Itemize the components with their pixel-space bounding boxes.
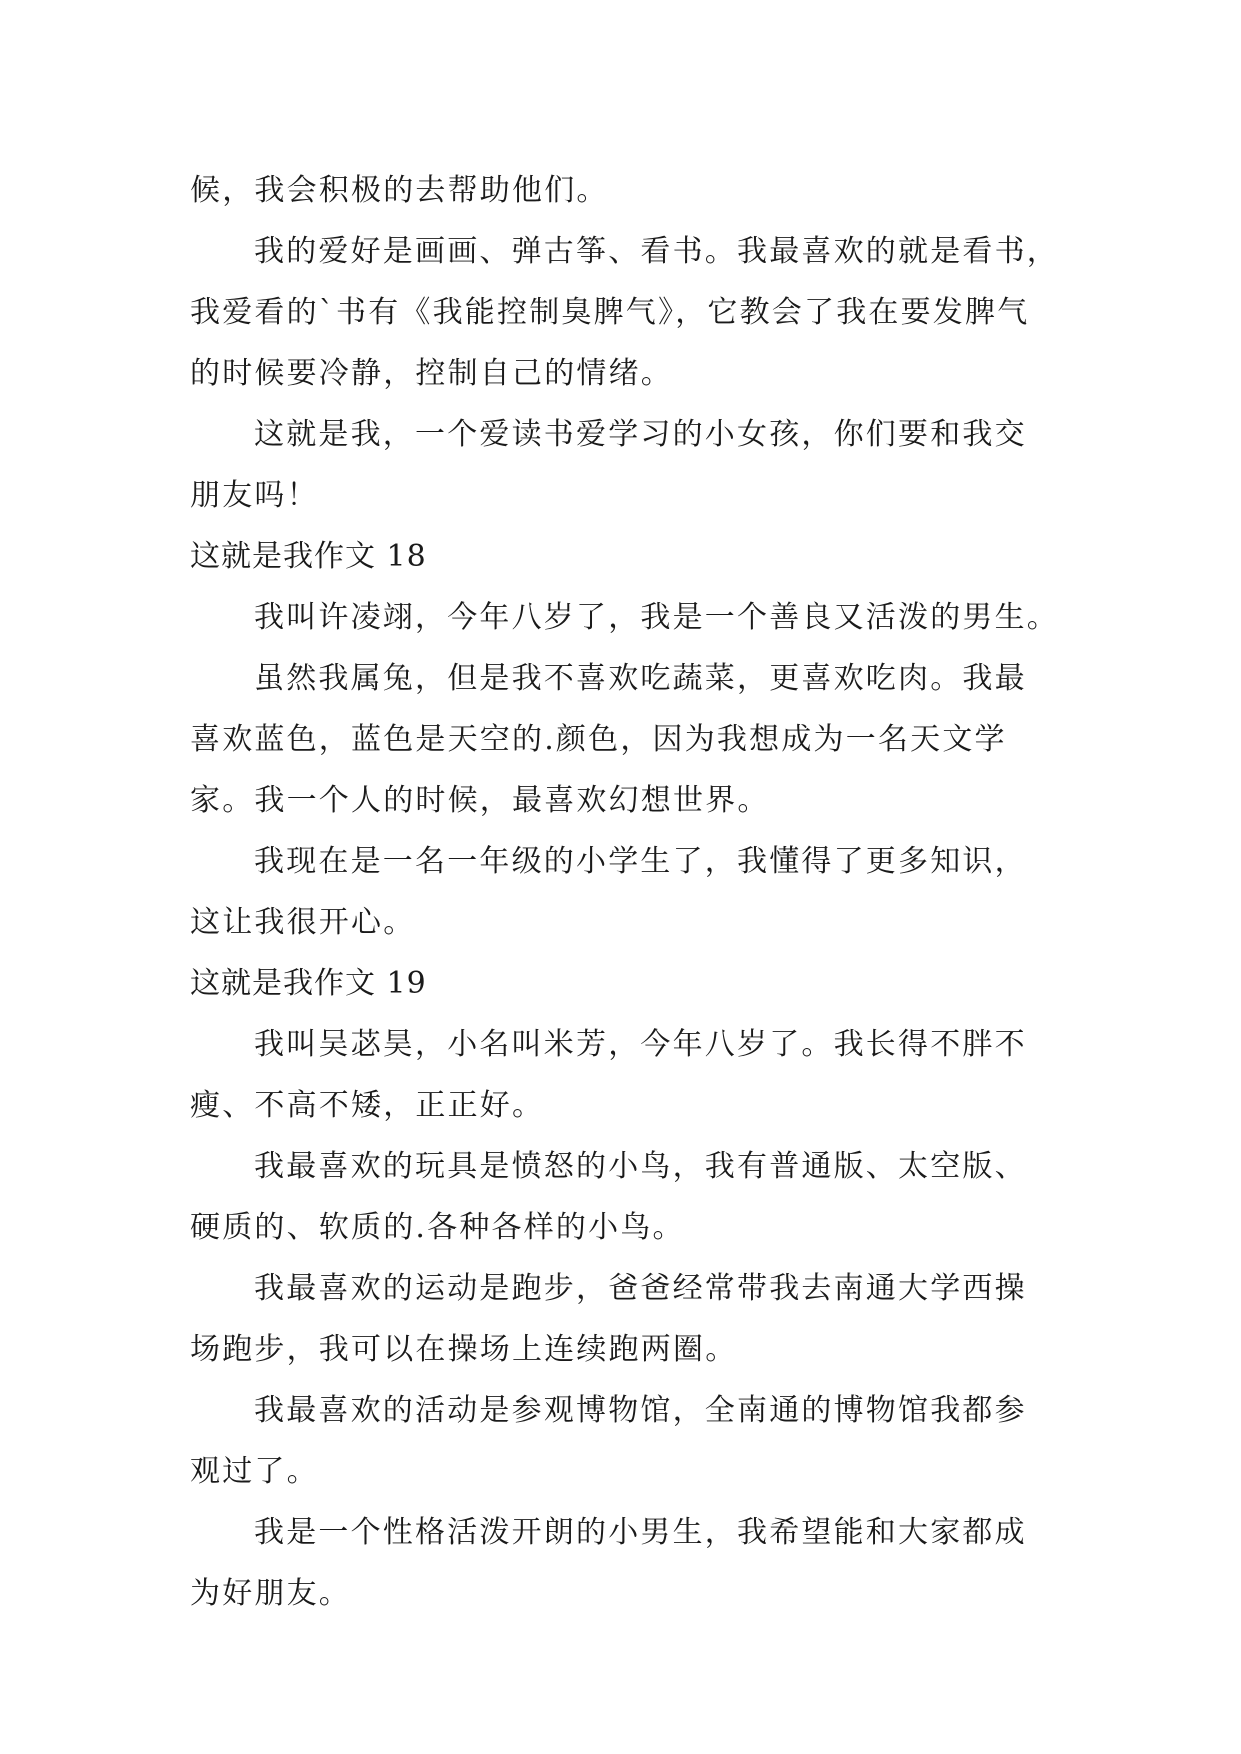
paragraph-line: 我爱看的`书有《我能控制臭脾气》，它教会了我在要发脾气 [190, 295, 1030, 330]
paragraph-line: 场跑步，我可以在操场上连续跑两圈。 [190, 1332, 738, 1367]
paragraph-line: 我最喜欢的活动是参观博物馆，全南通的博物馆我都参 [254, 1393, 1027, 1428]
paragraph-line: 为好朋友。 [190, 1576, 351, 1611]
paragraph-line: 朋友吗！ [190, 478, 319, 513]
paragraph-line: 瘦、不高不矮，正正好。 [190, 1088, 545, 1123]
section-heading: 这就是我作文 18 [190, 539, 427, 574]
paragraph-line: 我现在是一名一年级的小学生了，我懂得了更多知识， [254, 844, 1027, 879]
paragraph-line: 我叫吴苾昊，小名叫米芳，今年八岁了。我长得不胖不 [254, 1027, 1027, 1062]
paragraph-line: 这就是我，一个爱读书爱学习的小女孩，你们要和我交 [254, 417, 1027, 452]
paragraph-line: 我最喜欢的运动是跑步，爸爸经常带我去南通大学西操 [254, 1271, 1027, 1306]
paragraph-line: 我是一个性格活泼开朗的小男生，我希望能和大家都成 [254, 1515, 1027, 1550]
paragraph-line: 候，我会积极的去帮助他们。 [190, 173, 609, 208]
paragraph-line: 这让我很开心。 [190, 905, 416, 940]
paragraph-line: 我叫许凌翊，今年八岁了，我是一个善良又活泼的男生。 [254, 600, 1059, 635]
paragraph-line: 观过了。 [190, 1454, 319, 1489]
paragraph-line: 喜欢蓝色，蓝色是天空的.颜色，因为我想成为一名天文学 [190, 722, 1007, 757]
section-heading: 这就是我作文 19 [190, 966, 427, 1001]
paragraph-line: 的时候要冷静，控制自己的情绪。 [190, 356, 673, 391]
paragraph-line: 虽然我属兔，但是我不喜欢吃蔬菜，更喜欢吃肉。我最 [254, 661, 1027, 696]
paragraph-line: 硬质的、软质的.各种各样的小鸟。 [190, 1210, 685, 1245]
document-body [190, 160, 1060, 1624]
paragraph-line: 我最喜欢的玩具是愤怒的小鸟，我有普通版、太空版、 [254, 1149, 1027, 1184]
paragraph-line: 我的爱好是画画、弹古筝、看书。我最喜欢的就是看书， [254, 234, 1059, 269]
paragraph-line: 家。我一个人的时候，最喜欢幻想世界。 [190, 783, 770, 818]
